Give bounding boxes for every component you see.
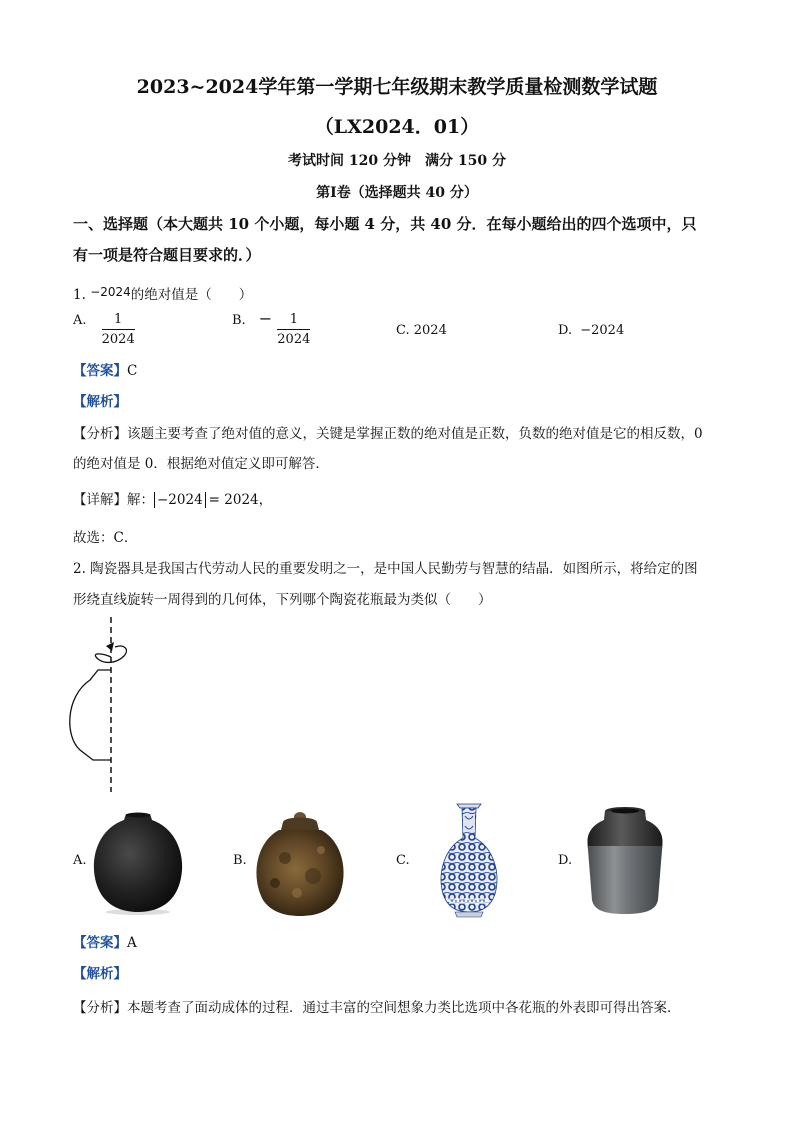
question-1 bbox=[73, 283, 252, 303]
fenxi-1-line1: 【分析】该题主要考查了绝对值的意义，关键是掌握正数的绝对值是正数，负数的绝对值是它的相反数，0 bbox=[73, 426, 703, 442]
question-2-line1: 2. 陶瓷器具是我国古代劳动人民的重要发明之一，是中国人民勤劳与智慧的结晶．如图所示，将给定的图 bbox=[73, 561, 698, 577]
question-stem: 的绝对值是（ ） bbox=[130, 287, 253, 303]
exam-info: 考试时间 120 分钟 满分 150 分 bbox=[288, 153, 506, 169]
vase-a-image bbox=[88, 808, 188, 918]
analysis-row-1: 【解析】 bbox=[73, 394, 127, 410]
answer-row-2: 【答案】A bbox=[73, 935, 137, 951]
detail-1: 【详解】解： −2024 = 2024， bbox=[73, 492, 273, 508]
question-2-line2: 形绕直线旋转一周得到的几何体，下列哪个陶瓷花瓶最为类似（ ） bbox=[73, 592, 492, 608]
choose-1: 故选：C． bbox=[73, 530, 138, 546]
fenxi-2: 【分析】本题考查了面动成体的过程．通过丰富的空间想象力类比选项中各花瓶的外表即可得出答案． bbox=[73, 1000, 681, 1016]
math-expression: −2024 bbox=[90, 285, 131, 299]
option-c: C. bbox=[396, 853, 410, 868]
analysis-row-2: 【解析】 bbox=[73, 966, 127, 982]
absolute-value: −2024 bbox=[154, 492, 206, 508]
option-a: $^{A.}$ $\frac{1}{2024}$ bbox=[73, 312, 135, 347]
fenxi-1-line2: 的绝对值是 0．根据绝对值定义即可解答． bbox=[73, 456, 329, 472]
option-d: D. −2024 bbox=[558, 323, 625, 338]
option-d: D. bbox=[558, 853, 573, 868]
vase-c-image bbox=[437, 802, 501, 920]
option-b: $^{B.}$ − $\frac{1}{2024}$ bbox=[232, 309, 311, 347]
vase-d-image bbox=[582, 806, 668, 918]
volume-heading: 第Ⅰ卷（选择题共 40 分） bbox=[316, 185, 478, 201]
rotation-figure bbox=[60, 612, 140, 797]
option-a: A. bbox=[73, 853, 87, 868]
section-heading-line2: 有一项是符合题目要求的．） bbox=[73, 246, 261, 264]
page-title: 2023~2024学年第一学期七年级期末教学质量检测数学试题 bbox=[136, 76, 658, 98]
answer-row-1: 【答案】C bbox=[73, 363, 138, 379]
fraction: $\frac{1}{2024}$ bbox=[277, 312, 311, 347]
option-b: B. bbox=[233, 853, 247, 868]
question-number: 1. bbox=[73, 287, 86, 303]
section-heading-line1: 一、选择题（本大题共 10 个小题，每小题 4 分，共 40 分．在每小题给出的四个选项中，只 bbox=[73, 215, 697, 233]
fraction: $\frac{1}{2024}$ bbox=[101, 312, 135, 347]
vase-b-image bbox=[255, 808, 345, 920]
exam-code: （LX2024．01） bbox=[314, 116, 480, 138]
option-c: C. 2024 bbox=[396, 323, 447, 338]
